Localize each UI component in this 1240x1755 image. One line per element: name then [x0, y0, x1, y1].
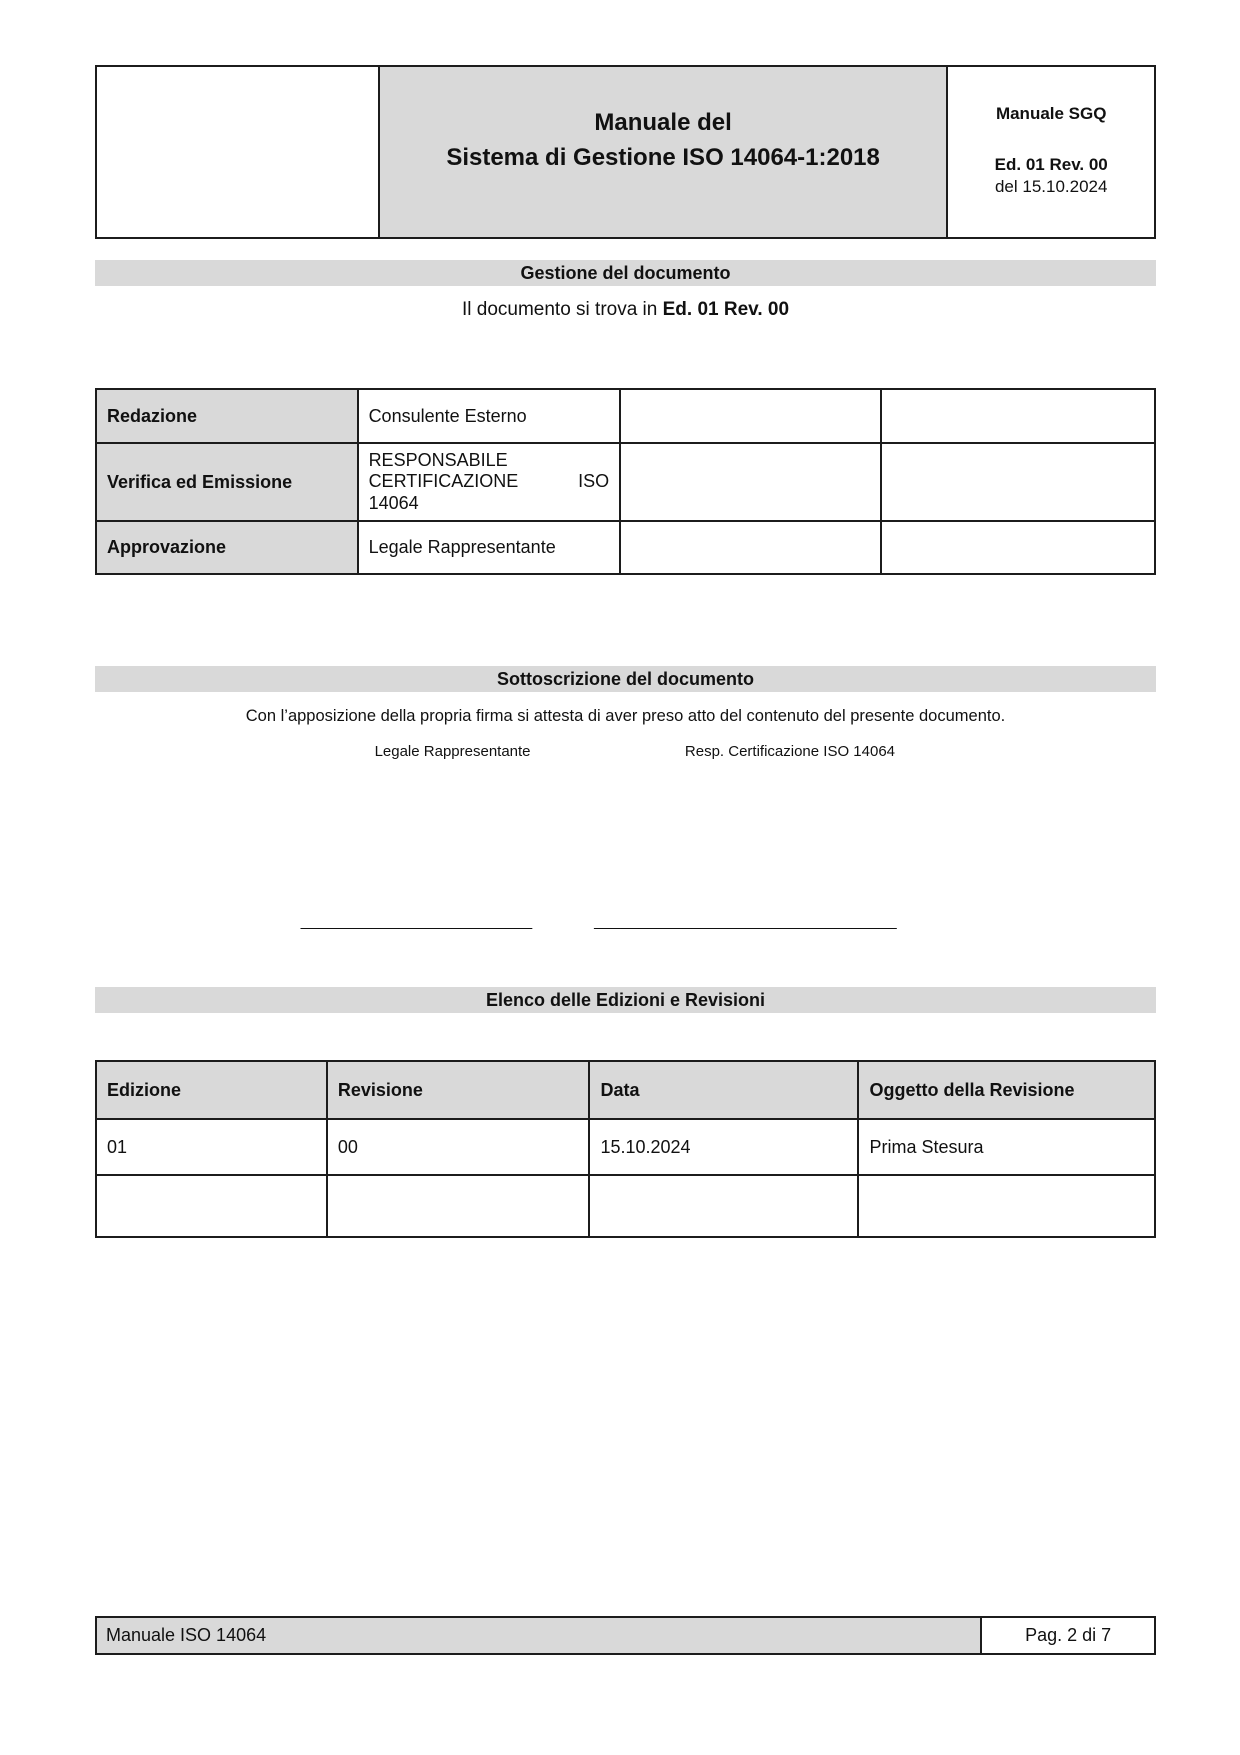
footer-page-number: Pag. 2 di 7 [981, 1617, 1155, 1654]
empty-cell [881, 521, 1155, 574]
document-code: Manuale SGQ [995, 104, 1107, 123]
revision-oggetto: Prima Stesura [858, 1119, 1155, 1175]
column-header-oggetto: Oggetto della Revisione [858, 1061, 1155, 1119]
empty-cell [881, 443, 1155, 521]
empty-cell [620, 521, 881, 574]
signer-label-resp-certificazione: Resp. Certificazione ISO 14064 [684, 743, 896, 760]
empty-cell [589, 1175, 858, 1237]
approval-role-value: Legale Rappresentante [358, 521, 621, 574]
empty-cell [620, 443, 881, 521]
document-date: del 15.10.2024 [994, 176, 1108, 196]
empty-cell [327, 1175, 590, 1237]
signer-labels-row [95, 743, 1156, 761]
revisions-table [95, 1060, 1156, 1238]
signature-line-left: __________________________ [300, 913, 533, 930]
approval-role-value: Consulente Esterno [358, 389, 621, 443]
footer-document-name: Manuale ISO 14064 [96, 1617, 981, 1654]
table-row [96, 389, 1155, 443]
revision-data: 15.10.2024 [589, 1119, 858, 1175]
page-content [95, 0, 1156, 1238]
approval-role-label: Approvazione [96, 521, 358, 574]
approval-role-value: RESPONSABILE CERTIFICAZIONE ISO 14064 [358, 443, 621, 521]
section-banner-gestione: Gestione del documento [95, 260, 1156, 286]
document-title-cell [379, 66, 948, 238]
table-header-row [96, 1061, 1155, 1119]
document-location-prefix: Il documento si trova in [461, 299, 663, 320]
document-location-value: Ed. 01 Rev. 00 [662, 299, 790, 320]
signature-statement: Con l’apposizione della propria firma si attesta di aver preso atto del contenuto del presente documento. [245, 707, 1006, 725]
column-header-revisione: Revisione [327, 1061, 590, 1119]
document-location-line [95, 299, 1156, 321]
empty-cell [620, 389, 881, 443]
approval-role-label: Redazione [96, 389, 358, 443]
approvals-table [95, 388, 1156, 575]
document-meta-cell [947, 66, 1155, 238]
signer-label-legale-rappresentante: Legale Rappresentante [374, 743, 531, 760]
table-row [96, 521, 1155, 574]
signature-lines-row [95, 913, 1156, 937]
table-row [96, 1119, 1155, 1175]
empty-cell [858, 1175, 1155, 1237]
signature-line-right: __________________________________ [594, 913, 897, 930]
table-row [96, 1175, 1155, 1237]
empty-cell [881, 389, 1155, 443]
empty-cell [96, 1175, 327, 1237]
column-header-data: Data [589, 1061, 858, 1119]
table-row [96, 443, 1155, 521]
approval-role-label: Verifica ed Emissione [96, 443, 358, 521]
document-title-line1: Manuale del [594, 109, 732, 137]
revision-edizione: 01 [96, 1119, 327, 1175]
logo-placeholder-cell [96, 66, 379, 238]
revision-revisione: 00 [327, 1119, 590, 1175]
document-header-table [95, 65, 1156, 239]
document-title-line2: Sistema di Gestione ISO 14064-1:2018 [446, 144, 880, 171]
table-row [96, 1617, 1155, 1654]
document-edition: Ed. 01 Rev. 00 [994, 155, 1108, 175]
column-header-edizione: Edizione [96, 1061, 327, 1119]
section-banner-revisioni: Elenco delle Edizioni e Revisioni [95, 987, 1156, 1013]
page-footer-table [95, 1616, 1156, 1655]
section-banner-sottoscrizione: Sottoscrizione del documento [95, 666, 1156, 692]
